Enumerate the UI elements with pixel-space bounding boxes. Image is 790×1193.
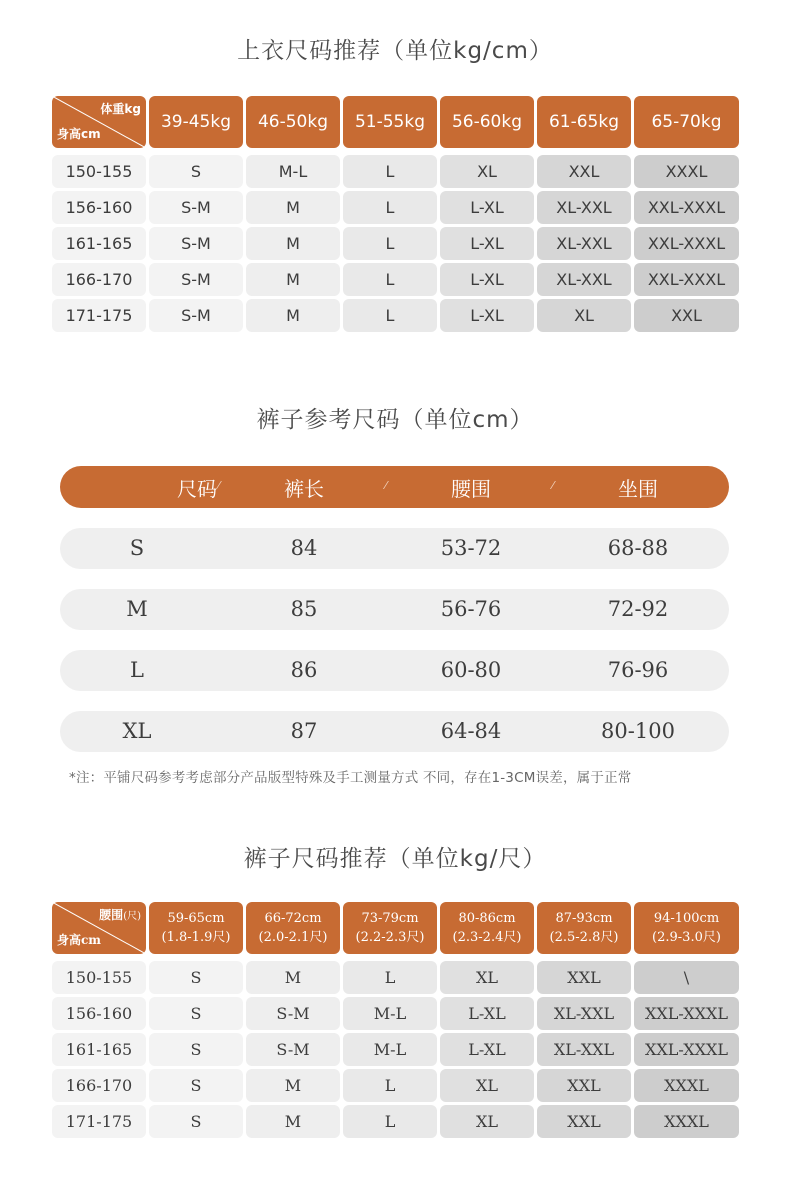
- size-cell: M: [246, 1105, 340, 1138]
- size-cell: M: [246, 191, 340, 224]
- size-cell: L: [343, 155, 437, 188]
- top-size-table: [52, 96, 739, 335]
- size-cell: M: [246, 227, 340, 260]
- row-length: 85: [290, 597, 318, 621]
- waist-column-header: [634, 902, 739, 954]
- row-size: L: [130, 658, 144, 682]
- size-cell: XXL: [634, 299, 739, 332]
- size-cell: XL-XXL: [537, 191, 631, 224]
- top-table-header-row: [52, 96, 739, 148]
- size-cell: L: [343, 961, 437, 994]
- pants-table-title: 裤子尺码推荐（单位kg/尺）: [243, 846, 547, 872]
- height-cell: 150-155: [52, 961, 146, 994]
- size-cell: XL-XXL: [537, 997, 631, 1030]
- table-row: [52, 299, 739, 332]
- row-size: S: [129, 536, 145, 560]
- height-cell: 166-170: [52, 263, 146, 296]
- waist-column-header: [537, 902, 631, 954]
- corner-waist-label: [99, 906, 141, 923]
- waist-cm: 94-100cm: [653, 911, 720, 926]
- size-cell: S: [149, 1105, 243, 1138]
- header-separator: ⁄: [218, 479, 220, 492]
- height-cell: 156-160: [52, 191, 146, 224]
- table-row: [52, 997, 739, 1030]
- table-row: [52, 1105, 739, 1138]
- row-length: 84: [290, 536, 318, 560]
- row-size: XL: [122, 719, 152, 743]
- header-hip: 坐围: [618, 476, 658, 501]
- size-cell: S: [149, 1033, 243, 1066]
- waist-chi: (2.0-2.1尺): [258, 930, 328, 945]
- header-size: 尺码: [177, 476, 217, 501]
- size-cell: XXXL: [634, 1105, 739, 1138]
- waist-chi: (2.3-2.4尺): [452, 930, 522, 945]
- header-separator: ⁄: [552, 479, 554, 492]
- table-row: [52, 263, 739, 296]
- size-cell: L: [343, 299, 437, 332]
- waist-cm: 66-72cm: [264, 911, 322, 926]
- header-separator: ⁄: [385, 479, 387, 492]
- waist-column-header: [246, 902, 340, 954]
- size-cell: \: [634, 961, 739, 994]
- size-cell: S-M: [149, 191, 243, 224]
- pants-reference-row: [60, 650, 729, 691]
- size-cell: XXL-XXXL: [634, 997, 739, 1030]
- weight-column-header: 65-70kg: [634, 96, 739, 148]
- weight-column-header: 46-50kg: [246, 96, 340, 148]
- corner-height-label: 身高cm: [57, 127, 101, 141]
- size-cell: S-M: [246, 997, 340, 1030]
- weight-column-header: 61-65kg: [537, 96, 631, 148]
- waist-column-header: [343, 902, 437, 954]
- waist-chi: (2.9-3.0尺): [652, 930, 721, 945]
- waist-chi: (2.2-2.3尺): [355, 930, 425, 945]
- height-cell: 171-175: [52, 1105, 146, 1138]
- size-cell: L: [343, 1105, 437, 1138]
- height-cell: 161-165: [52, 1033, 146, 1066]
- size-cell: M: [246, 961, 340, 994]
- row-waist: 64-84: [440, 719, 502, 743]
- size-cell: M-L: [343, 997, 437, 1030]
- table-row: [52, 1033, 739, 1066]
- weight-column-header: 56-60kg: [440, 96, 534, 148]
- size-cell: L-XL: [440, 191, 534, 224]
- row-hip: 72-92: [607, 597, 669, 621]
- waist-cm: 59-65cm: [167, 911, 225, 926]
- size-cell: XL: [440, 155, 534, 188]
- size-cell: L: [343, 1069, 437, 1102]
- size-cell: L: [343, 263, 437, 296]
- size-cell: XXL-XXXL: [634, 263, 739, 296]
- size-cell: L-XL: [440, 299, 534, 332]
- pants-size-table: [52, 902, 739, 1141]
- header-waist: 腰围: [451, 476, 491, 501]
- size-cell: M: [246, 1069, 340, 1102]
- size-cell: XL-XXL: [537, 263, 631, 296]
- pants-table-corner-cell: [52, 902, 146, 954]
- row-hip: 76-96: [607, 658, 669, 682]
- size-cell: XXXL: [634, 1069, 739, 1102]
- size-cell: M-L: [343, 1033, 437, 1066]
- measurement-note: *注：平铺尺码参考考虑部分产品版型特殊及手工测量方式 不同，存在1-3CM误差，属于正常: [69, 770, 632, 786]
- row-hip: 80-100: [601, 719, 675, 743]
- waist-cm: 73-79cm: [361, 911, 419, 926]
- size-cell: XL-XXL: [537, 227, 631, 260]
- row-size: M: [126, 597, 148, 621]
- pants-reference-row: [60, 711, 729, 752]
- size-cell: L-XL: [440, 263, 534, 296]
- height-cell: 171-175: [52, 299, 146, 332]
- weight-column-header: 39-45kg: [149, 96, 243, 148]
- height-cell: 150-155: [52, 155, 146, 188]
- header-length: 裤长: [284, 476, 324, 501]
- size-cell: S-M: [149, 227, 243, 260]
- waist-column-header: [149, 902, 243, 954]
- size-cell: S-M: [149, 263, 243, 296]
- corner-height-label: 身高cm: [57, 933, 102, 947]
- size-cell: L: [343, 227, 437, 260]
- row-waist: 56-76: [440, 597, 502, 621]
- waist-chi: (1.8-1.9尺): [161, 930, 231, 945]
- table-row: [52, 1069, 739, 1102]
- height-cell: 161-165: [52, 227, 146, 260]
- size-cell: L-XL: [440, 227, 534, 260]
- size-cell: XL: [440, 1069, 534, 1102]
- waist-chi: (2.5-2.8尺): [549, 930, 619, 945]
- table-row: [52, 155, 739, 188]
- size-cell: S-M: [246, 1033, 340, 1066]
- size-cell: XXL: [537, 1069, 631, 1102]
- size-cell: XL: [440, 1105, 534, 1138]
- row-length: 87: [290, 719, 318, 743]
- waist-cm: 87-93cm: [555, 911, 613, 926]
- table-row: [52, 191, 739, 224]
- size-cell: XL: [440, 961, 534, 994]
- pants-reference-row: [60, 589, 729, 630]
- top-table-title: 上衣尺码推荐（单位kg/cm）: [237, 38, 553, 64]
- size-cell: L-XL: [440, 997, 534, 1030]
- size-cell: XL: [537, 299, 631, 332]
- row-hip: 68-88: [607, 536, 669, 560]
- top-table-corner-cell: [52, 96, 146, 148]
- size-cell: XXL: [537, 961, 631, 994]
- size-cell: S: [149, 155, 243, 188]
- row-waist: 53-72: [440, 536, 502, 560]
- pants-table-header-row: [52, 902, 739, 954]
- waist-cm: 80-86cm: [458, 911, 516, 926]
- corner-weight-label: 体重kg: [100, 102, 141, 116]
- corner-waist-text: 腰围: [99, 908, 124, 922]
- size-cell: S: [149, 1069, 243, 1102]
- row-waist: 60-80: [440, 658, 502, 682]
- size-cell: M: [246, 263, 340, 296]
- corner-waist-unit: (尺): [123, 911, 141, 922]
- height-cell: 156-160: [52, 997, 146, 1030]
- table-row: [52, 961, 739, 994]
- size-cell: M-L: [246, 155, 340, 188]
- size-cell: S: [149, 961, 243, 994]
- weight-column-header: 51-55kg: [343, 96, 437, 148]
- size-cell: XL-XXL: [537, 1033, 631, 1066]
- size-cell: L-XL: [440, 1033, 534, 1066]
- size-cell: XXL-XXXL: [634, 227, 739, 260]
- row-length: 86: [290, 658, 318, 682]
- size-cell: XXL-XXXL: [634, 1033, 739, 1066]
- pants-reference-row: [60, 528, 729, 569]
- size-cell: L: [343, 191, 437, 224]
- table-row: [52, 227, 739, 260]
- pants-reference-header: [60, 466, 729, 508]
- size-cell: M: [246, 299, 340, 332]
- waist-column-header: [440, 902, 534, 954]
- size-cell: S: [149, 997, 243, 1030]
- size-cell: XXL: [537, 1105, 631, 1138]
- size-cell: S-M: [149, 299, 243, 332]
- size-cell: XXXL: [634, 155, 739, 188]
- height-cell: 166-170: [52, 1069, 146, 1102]
- size-cell: XXL: [537, 155, 631, 188]
- size-cell: XXL-XXXL: [634, 191, 739, 224]
- pants-reference-title: 裤子参考尺码（单位cm）: [256, 407, 534, 433]
